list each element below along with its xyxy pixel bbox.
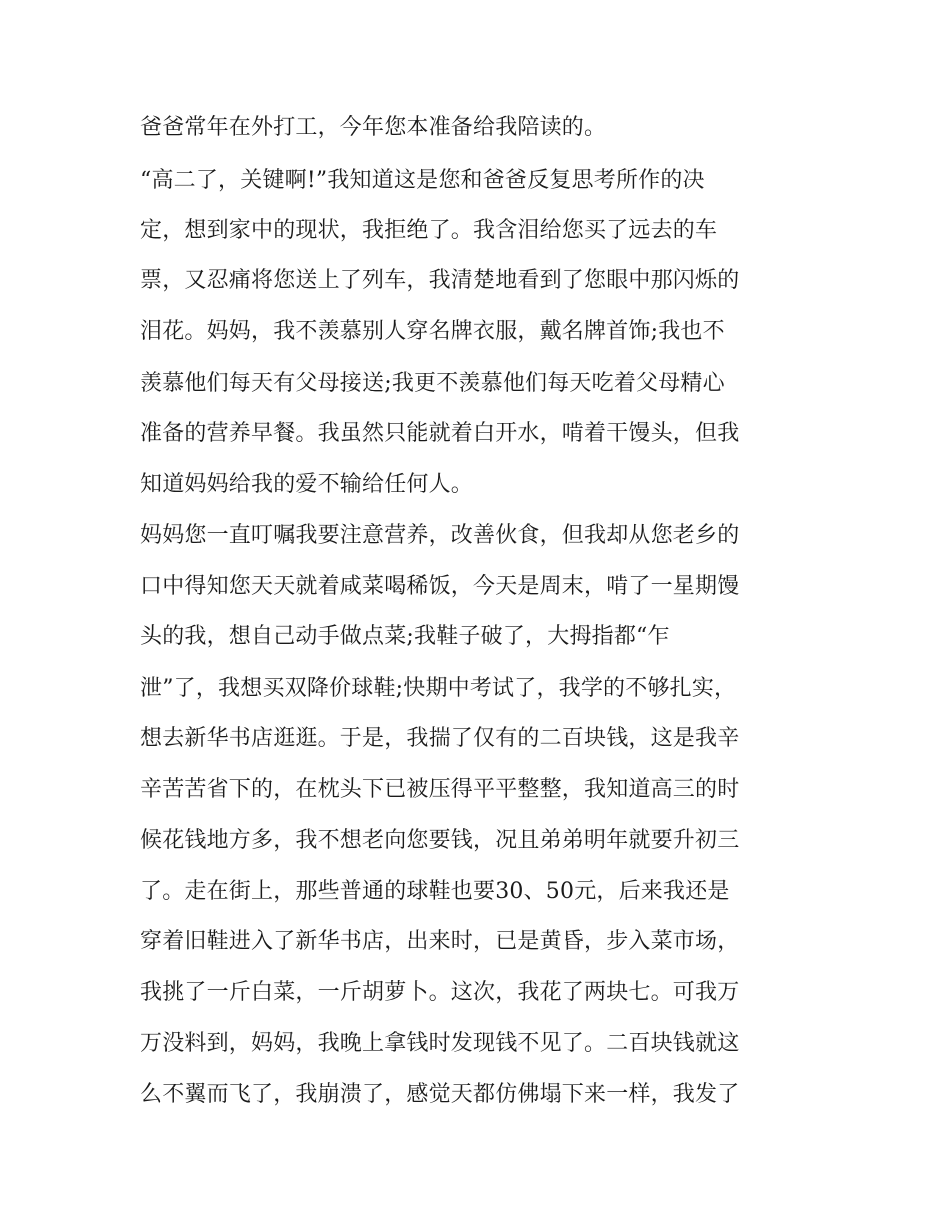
text-line: 头的我，想自己动手做点菜;我鞋子破了，大拇指都“乍 — [140, 624, 670, 649]
text-line: 票，又忍痛将您送上了列车，我清楚地看到了您眼中那闪烁的 — [140, 268, 740, 293]
text-line: 候花钱地方多，我不想老向您要钱，况且弟弟明年就要升初三 — [140, 828, 740, 853]
text-line: 口中得知您天天就着咸菜喝稀饭，今天是周末，啃了一星期馒 — [140, 574, 740, 599]
text-line: 辛苦苦省下的，在枕头下已被压得平平整整，我知道高三的时 — [140, 777, 740, 802]
text-line: 想去新华书店逛逛。于是，我揣了仅有的二百块钱，这是我辛 — [140, 726, 740, 751]
text-line: 准备的营养早餐。我虽然只能就着白开水，啃着干馒头，但我 — [140, 421, 740, 446]
text-line: 爸爸常年在外打工，今年您本准备给我陪读的。 — [140, 115, 607, 140]
text-line: 泪花。妈妈，我不羡慕别人穿名牌衣服，戴名牌首饰;我也不 — [140, 319, 725, 344]
text-line: 泄”了，我想买双降价球鞋;快期中考试了，我学的不够扎实， — [140, 676, 737, 701]
text-line: 我挑了一斤白菜，一斤胡萝卜。这次，我花了两块七。可我万 — [140, 980, 740, 1005]
text-line: 知道妈妈给我的爱不输给任何人。 — [140, 472, 474, 497]
text-line: 羡慕他们每天有父母接送;我更不羡慕他们每天吃着父母精心 — [140, 371, 725, 396]
text-line: “高二了，关键啊!”我知道这是您和爸爸反复思考所作的决 — [140, 168, 705, 193]
text-line: 定，想到家中的现状，我拒绝了。我含泪给您买了远去的车 — [140, 218, 718, 243]
text-line: 么不翼而飞了，我崩溃了，感觉天都仿佛塌下来一样，我发了 — [140, 1082, 740, 1107]
text-line: 万没料到，妈妈，我晚上拿钱时发现钱不见了。二百块钱就这 — [140, 1031, 740, 1056]
text-line: 了。走在街上，那些普通的球鞋也要30、50元，后来我还是 — [140, 879, 730, 904]
text-line: 穿着旧鞋进入了新华书店，出来时，已是黄昏，步入菜市场， — [140, 929, 740, 954]
text-line: 妈妈您一直叮嘱我要注意营养，改善伙食，但我却从您老乡的 — [140, 523, 740, 548]
